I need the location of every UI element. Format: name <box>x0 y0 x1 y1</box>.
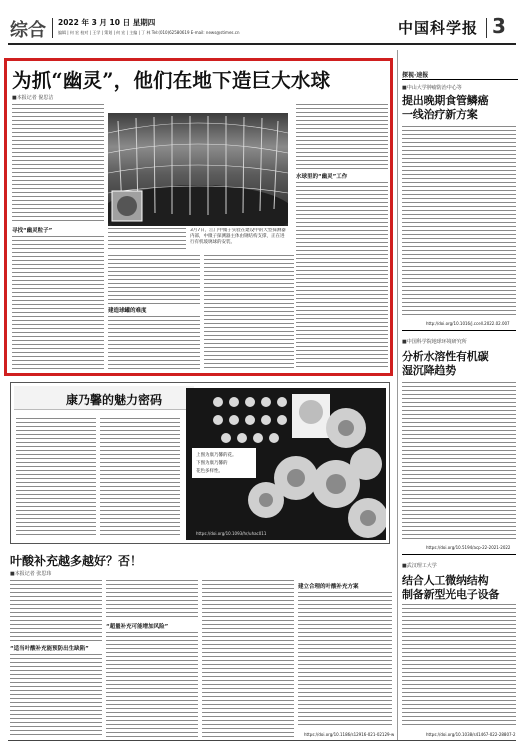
folic-text-col1b <box>10 654 102 738</box>
brief2-source: ■中国科学院地球环境研究所 <box>402 339 467 345</box>
carnation-title: 康乃馨的魅力密码 <box>66 393 163 407</box>
lead-text-col4b <box>296 182 388 370</box>
brief3-title-line2: 制备新型光电子设备 <box>402 588 500 601</box>
folic-text-col2b <box>106 632 198 738</box>
carnation-caption-line1: 上图为康乃馨的花。 <box>196 453 237 458</box>
section-name: 综合 <box>10 20 46 41</box>
lead-byline: ■本报记者 倪思洁 <box>12 95 54 101</box>
issue-date: 2022 年 3 月 10 日 星期四 <box>58 18 156 27</box>
brief2-link[interactable]: https://doi.org/10.5194/acp-22-2021-2022 <box>426 545 511 550</box>
lead-subhead-3: 建造球罐的难度 <box>108 308 147 314</box>
photo-caption: 3月7日，江门中微子实验在建设中的大型探测器内部，中微子探测器主体由钢结构支撑，正在进行有机玻璃球的安装。 <box>190 228 286 245</box>
lead-text-col3 <box>204 255 294 370</box>
lead-text-col4 <box>296 104 388 170</box>
brief1-source: ■中山大学肿瘤防治中心等 <box>402 85 462 91</box>
folic-subhead-2: “超量补充可能增加风险” <box>106 624 169 630</box>
masthead-divider <box>486 18 487 38</box>
folic-headline: 叶酸补充越多越好？否！ <box>10 554 143 568</box>
brief1-title-line2: 一线治疗新方案 <box>402 108 478 121</box>
newspaper-masthead: 中国科学报 <box>398 19 479 37</box>
section-divider <box>52 18 53 38</box>
brief1-title-line1: 提出晚期食管鳞癌 <box>402 94 489 107</box>
folic-link[interactable]: https://doi.org/10.1186/s12916-021-02129-w <box>304 732 394 737</box>
column-divider <box>397 50 398 740</box>
bottom-rule <box>8 740 516 741</box>
editor-info: 编辑 | 何 宏 校对 | 王学 | 策划 | 何 宏 | 主编 | 丁 林 Tel:(010)62580619 E-mail: news@stimes.cn <box>58 30 240 35</box>
carnation-caption-line3: 花色多样性。 <box>196 469 223 474</box>
lead-subhead-1: 寻找“幽灵粒子” <box>12 228 53 234</box>
lead-text-col2 <box>108 255 200 305</box>
lead-subhead-2: 水球里的“幽灵”工作 <box>296 174 348 180</box>
lead-headline: 为抓“幽灵”，他们在地下造巨大水球 <box>12 69 331 92</box>
folic-text-col2 <box>106 580 198 620</box>
lead-text-col2b <box>108 316 200 370</box>
carnation-text-col1 <box>16 418 96 538</box>
detector-photo <box>108 113 288 226</box>
caption-lines <box>108 228 186 252</box>
carnation-text-col2 <box>100 418 180 538</box>
carnation-link[interactable]: https://doi.org/10.1093/hr/uhac011 <box>196 531 267 536</box>
detector-photo-structure <box>108 113 288 226</box>
brief2-text <box>402 382 516 542</box>
lead-text-col1 <box>12 104 104 224</box>
brief-divider-2 <box>402 554 516 555</box>
folic-subhead-3: 建立合理的叶酸补充方案 <box>298 584 359 590</box>
brief3-link[interactable]: https://doi.org/10.1038/s41467-022-28807-2 <box>426 732 516 737</box>
brief1-link[interactable]: http://doi.org/10.1016/j.ccell.2022.02.007 <box>426 321 510 326</box>
folic-text-col3 <box>202 580 294 738</box>
folic-subhead-1: “适当叶酸补充能预防出生缺陷” <box>10 646 89 652</box>
brief1-text <box>402 126 516 316</box>
folic-text-col4 <box>298 592 392 726</box>
brief3-source: ■武汉理工大学 <box>402 563 437 569</box>
header-rule <box>8 43 516 45</box>
brief2-title-line1: 分析水溶性有机碳 <box>402 350 489 363</box>
lead-text-col1b <box>12 236 104 370</box>
brief3-text <box>402 604 516 728</box>
carnation-caption-line2: 下图为康乃馨的 <box>196 461 228 466</box>
brief-tag: 探视·速报 <box>402 70 518 80</box>
brief2-title-line2: 湿沉降趋势 <box>402 364 456 377</box>
folic-text-col1 <box>10 580 102 642</box>
brief3-title-line1: 结合人工微纳结构 <box>402 574 489 587</box>
page-number: 3 <box>492 14 506 38</box>
brief-divider-1 <box>402 330 516 331</box>
folic-byline: ■本报记者 张思玮 <box>10 571 52 577</box>
